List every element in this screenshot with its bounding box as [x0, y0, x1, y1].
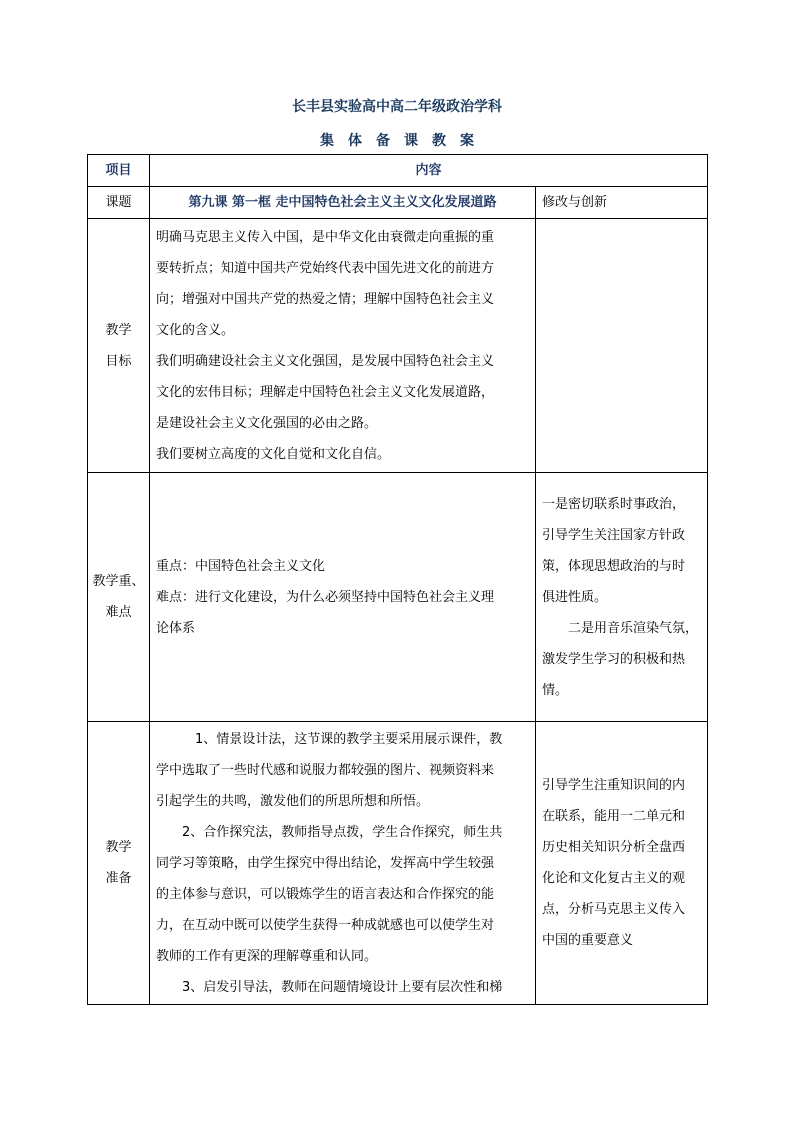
goals-line: 我们明确建设社会主义文化强国，是发展中国特色社会主义: [156, 353, 495, 369]
goals-line: 要转折点；知道中国共产党始终代表中国先进文化的前进方: [156, 260, 495, 276]
keypoints-note-line: 策，体现思想政治的与时: [542, 558, 686, 574]
goals-label-line2: 目标: [105, 353, 132, 369]
goals-line: 我们要树立高度的文化自觉和文化自信。: [156, 446, 391, 462]
header-item-cell: 项目: [88, 155, 150, 187]
prep-note-line: 点，分析马克思主义传入: [542, 902, 686, 917]
prep-label: [88, 722, 150, 1005]
prep-content: [150, 722, 536, 1005]
header-row: [88, 155, 708, 187]
keypoints-content: [150, 473, 536, 722]
keypoints-note-line: 一是密切联系时事政治，: [542, 496, 686, 512]
goals-note: [536, 219, 708, 473]
topic-content: 第九课 第一框 走中国特色社会主义主义文化发展道路: [150, 187, 536, 219]
goals-label: [88, 219, 150, 473]
prep-label-line2: 准备: [105, 871, 132, 886]
goals-content: [150, 219, 536, 473]
goals-line: 明确马克思主义传入中国，是中华文化由衰微走向重振的重: [156, 229, 495, 245]
keypoints-label-line2: 难点: [105, 605, 132, 620]
prep-line: 教师的工作有更深的理解尊重和认同。: [156, 948, 378, 964]
keypoints-label: [88, 473, 150, 722]
keypoints-line: 重点：中国特色社会主义文化: [156, 558, 326, 574]
prep-row: [88, 722, 708, 1005]
prep-line: 2、合作探究法，教师指导点拨，学生合作探究，师生共: [182, 824, 503, 840]
topic-note: 修改与创新: [536, 187, 708, 219]
prep-line: 引起学生的共鸣，激发他们的所思所想和所悟。: [156, 793, 430, 809]
topic-row: [88, 187, 708, 219]
prep-note-line: 化论和文化复古主义的观: [542, 871, 686, 886]
lesson-plan-table: [87, 154, 708, 1005]
document-title: 长丰县实验高中高二年级政治学科: [292, 99, 502, 115]
keypoints-line: 难点：进行文化建设，为什么必须坚持中国特色社会主义理: [156, 589, 495, 605]
goals-line: 文化的含义。: [156, 322, 235, 338]
topic-label: 课题: [88, 187, 150, 219]
prep-note-line: 中国的重要意义: [542, 933, 634, 948]
keypoints-note-line: 二是用音乐渲染气氛，: [568, 620, 699, 636]
keypoints-label-line1: 教学重、: [92, 574, 145, 589]
prep-line: 学中选取了一些时代感和说服力都较强的图片、视频资料来: [156, 762, 495, 778]
prep-note: [536, 722, 708, 1005]
goals-line: 是建设社会主义文化强国的必由之路。: [156, 415, 378, 431]
prep-line: 3、启发引导法，教师在问题情境设计上要有层次性和梯: [182, 979, 503, 995]
goals-line: 文化的宏伟目标；理解走中国特色社会主义文化发展道路，: [156, 384, 495, 400]
keypoints-line: 论体系: [156, 620, 196, 636]
prep-note-line: 引导学生注重知识间的内: [542, 778, 686, 793]
keypoints-note-line: 情。: [542, 682, 569, 698]
document-subtitle: 集体备课教案: [320, 133, 488, 149]
prep-label-line1: 教学: [105, 840, 132, 855]
prep-note-line: 历史相关知识分析全盘西: [542, 840, 686, 855]
keypoints-row: [88, 473, 708, 722]
keypoints-note-line: 引导学生关注国家方针政: [542, 527, 686, 543]
goals-label-line1: 教学: [105, 322, 132, 338]
prep-line: 的主体参与意识，可以锻炼学生的语言表达和合作探究的能: [156, 886, 495, 902]
keypoints-note: [536, 473, 708, 722]
keypoints-note-line: 激发学生学习的积极和热: [542, 651, 686, 667]
goals-row: [88, 219, 708, 473]
prep-note-line: 在联系，能用一二单元和: [542, 809, 686, 824]
header-content-cell: 内容: [150, 155, 708, 187]
keypoints-note-line: 俱进性质。: [542, 589, 608, 605]
prep-line: 力，在互动中既可以使学生获得一种成就感也可以使学生对: [156, 917, 495, 933]
goals-line: 向；增强对中国共产党的热爱之情；理解中国特色社会主义: [156, 291, 495, 307]
prep-line: 同学习等策略，由学生探究中得出结论，发挥高中学生较强: [156, 855, 495, 871]
prep-line: 1、情景设计法，这节课的教学主要采用展示课件，教: [195, 731, 503, 747]
